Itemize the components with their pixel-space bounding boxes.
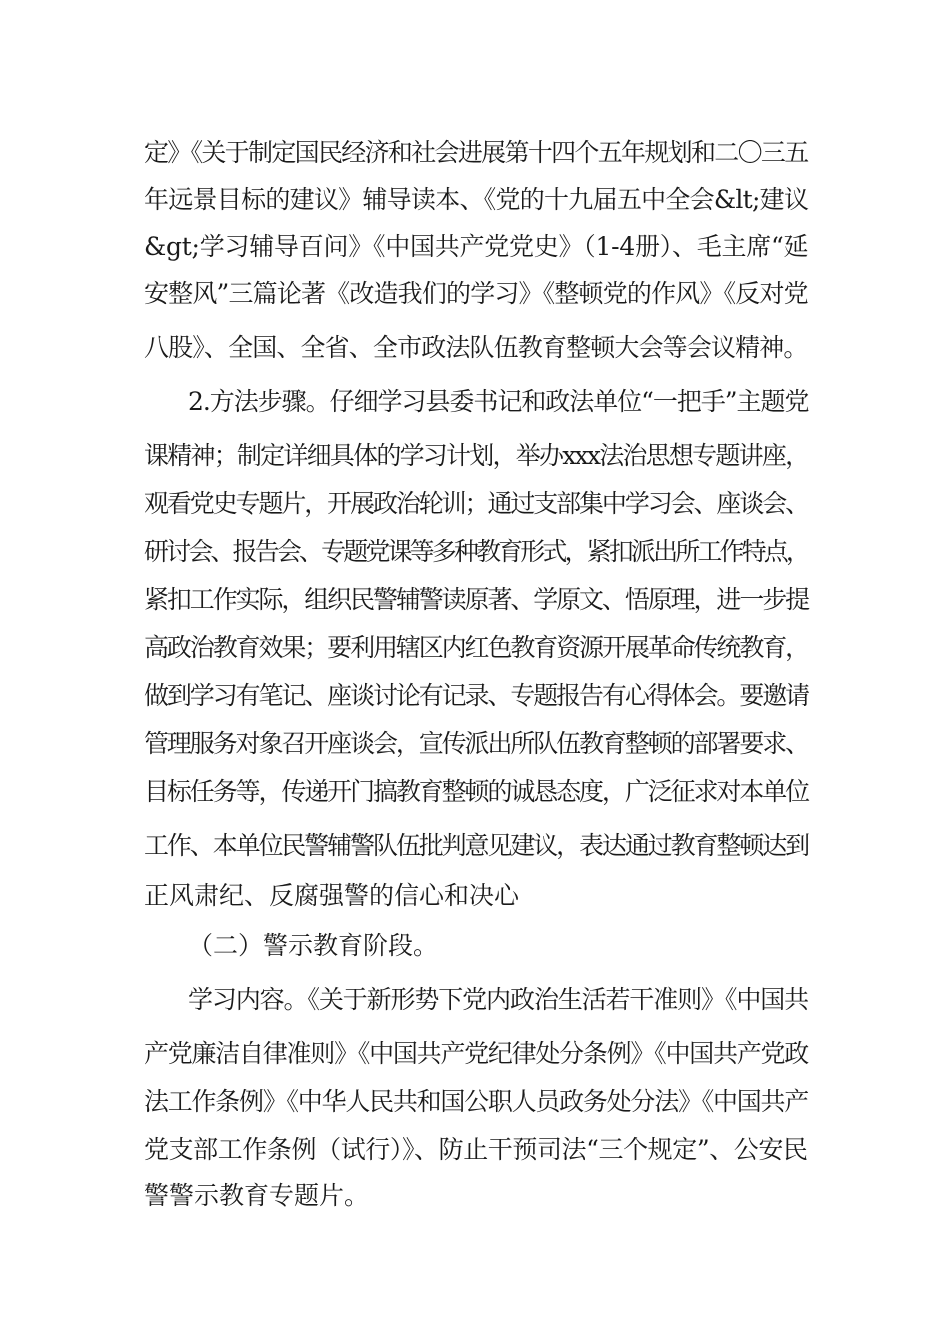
- text-line: 党支部工作条例（试行）》、防止干预司法“三个规定”、公安民: [144, 1135, 808, 1164]
- text-line: 目标任务等，传递开门搞教育整顿的诚恳态度，广泛征求对本单位: [144, 777, 809, 806]
- text-line: 年远景目标的建议》辅导读本、《党的十九届五中全会&lt;建议: [144, 185, 809, 214]
- text-line: 定》《关于制定国民经济和社会进展第十四个五年规划和二〇三五: [144, 138, 808, 167]
- paragraph-start-line: 学习内容。《关于新形势下党内政治生活若干准则》《中国共: [188, 985, 809, 1014]
- text-line: 法工作条例》《中华人民共和国公职人员政务处分法》《中国共产: [144, 1087, 809, 1116]
- text-line: 紧扣工作实际，组织民警辅警读原著、学原文、悟原理，进一步提: [144, 585, 809, 614]
- text-line: 八股》、全国、全省、全市政法队伍教育整顿大会等会议精神。: [144, 333, 808, 362]
- text-line: 管理服务对象召开座谈会，宣传派出所队伍教育整顿的部署要求、: [144, 729, 809, 758]
- text-line: 产党廉洁自律准则》《中国共产党纪律处分条例》《中国共产党政: [144, 1039, 809, 1068]
- text-line: 做到学习有笔记、座谈讨论有记录、专题报告有心得体会。要邀请: [144, 681, 809, 710]
- text-line: 正风肃纪、反腐强警的信心和决心: [144, 881, 520, 910]
- text-line: 高政治教育效果；要利用辖区内红色教育资源开展革命传统教育，: [144, 633, 809, 662]
- text-line: 警警示教育专题片。: [144, 1181, 370, 1210]
- text-line: 安整风”三篇论著《改造我们的学习》《整顿党的作风》《反对党: [144, 279, 808, 308]
- text-line: &gt;学习辅导百问》《中国共产党党史》（1-4册）、毛主席“延: [144, 232, 809, 261]
- text-line: 工作、本单位民警辅警队伍批判意见建议，表达通过教育整顿达到: [144, 831, 809, 860]
- text-line: 研讨会、报告会、专题党课等多种教育形式，紧扣派出所工作特点，: [144, 537, 809, 566]
- text-line: 观看党史专题片，开展政治轮训；通过支部集中学习会、座谈会、: [144, 489, 809, 518]
- section-heading: （二）警示教育阶段。: [188, 931, 439, 960]
- text-line: 课精神；制定详细具体的学习计划，举办xxx法治思想专题讲座，: [144, 441, 809, 470]
- paragraph-start-line: 2.方法步骤。仔细学习县委书记和政法单位“一把手”主题党: [188, 387, 809, 416]
